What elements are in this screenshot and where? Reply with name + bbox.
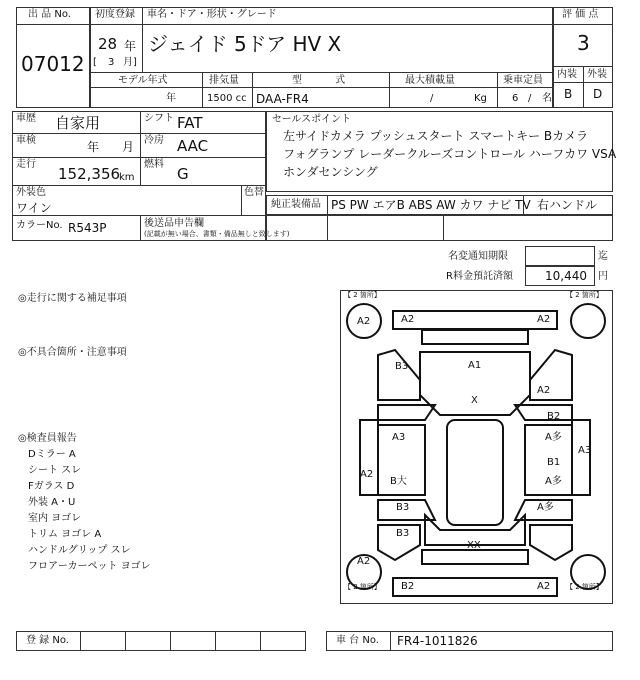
max-load-slash: / — [430, 93, 434, 104]
inspection-year: 年 — [87, 140, 100, 154]
max-load-label: 最大積載量 — [405, 75, 455, 86]
ac: AAC — [177, 137, 209, 155]
score-label: 評 価 点 — [562, 9, 599, 20]
mileage-unit: km — [119, 172, 135, 183]
handle-side: 右ハンドル — [537, 198, 598, 212]
hood-x: X — [471, 395, 478, 406]
qtr-rr: A多 — [537, 502, 554, 513]
qtr-rl-2: B3 — [396, 528, 410, 539]
displacement-label: 排気量 — [209, 75, 239, 86]
tire-front-left: A2 — [357, 316, 371, 327]
defects-label: ◎不具合箇所・注意事項 — [18, 347, 127, 358]
name-change-unit: 迄 — [598, 251, 608, 262]
inspector-line: ハンドルグリップ スレ — [28, 545, 131, 556]
sill-l: A2 — [360, 469, 374, 480]
rocker-r: A3 — [578, 445, 592, 456]
post-docs-label: 後送品申告欄 — [144, 218, 204, 229]
capacity-slash: / — [528, 93, 532, 104]
exterior-color-label: 外装色 — [16, 187, 46, 198]
car-name-label: 車名・ドア・形状・グレード — [147, 9, 277, 20]
name-change-label: 名変通知期限 — [448, 251, 508, 262]
max-load-unit: Kg — [474, 93, 487, 104]
reg-no-label: 登 録 No. — [26, 635, 69, 646]
exterior-color: ワイン — [16, 201, 52, 215]
inspector-line: フロアーカーペット ヨゴレ — [28, 561, 151, 572]
chassis-label: 車 台 No. — [336, 635, 379, 646]
door-fl: A3 — [392, 432, 406, 443]
month-value: 3 — [108, 57, 115, 68]
hood-a: A1 — [468, 360, 482, 371]
color-no: R543P — [68, 221, 107, 235]
door-rr-2: A多 — [545, 476, 562, 487]
fender-fl: B3 — [395, 361, 409, 372]
front-bumper-left: A2 — [401, 314, 415, 325]
capacity-unit: 名 — [542, 93, 552, 104]
fuel-label: 燃料 — [144, 159, 164, 170]
fee-value: 10,440 — [545, 269, 587, 283]
car-name: ジェイド 5ドア HV X — [148, 32, 342, 56]
first-reg-label: 初度登録 — [95, 9, 135, 20]
model-code: DAA-FR4 — [256, 92, 309, 106]
history: 自家用 — [55, 114, 101, 132]
bracket-top-left: 【 2 箇所】 — [344, 291, 381, 299]
year-value: 28 — [98, 35, 118, 53]
equipment-label: 純正装備品 — [271, 199, 321, 210]
sales-point-line: フォグランプ レーダークルーズコントロール ハーフカワ VSA — [283, 147, 617, 161]
front-bumper-right: A2 — [537, 314, 551, 325]
color-no-label: カラーNo. — [16, 220, 63, 231]
door-rl: B大 — [390, 476, 407, 487]
model-code-label: 型 式 — [292, 75, 346, 86]
shift-label: シフト — [144, 113, 174, 124]
interior-grade: B — [564, 87, 573, 101]
equipment-value: PS PW エアB ABS AW カワ ナビ TV — [331, 198, 531, 212]
qtr-rl-1: B3 — [396, 502, 410, 513]
tire-rear-left: A2 — [357, 556, 371, 567]
driving-notes-label: ◎走行に関する補足事項 — [18, 293, 127, 304]
lot-label: 出 品 No. — [28, 9, 71, 20]
exterior-label: 外装 — [587, 69, 607, 80]
displacement: 1500 cc — [207, 93, 247, 104]
door-fr-1: B2 — [547, 411, 561, 422]
history-label: 車歴 — [16, 113, 36, 124]
inspector-label: ◎検査員報告 — [18, 433, 77, 444]
sales-points-label: セールスポイント — [272, 114, 352, 125]
shift: FAT — [177, 114, 203, 132]
inspector-line: 室内 ヨゴレ — [28, 513, 82, 524]
inspection-label: 車検 — [16, 135, 36, 146]
bracket-bot-left: 【 2 箇所】 — [344, 583, 381, 591]
model-year-label: モデル年式 — [118, 75, 168, 86]
bracket-bot-right: 【 2 箇所】 — [566, 583, 603, 591]
capacity-value: 6 — [512, 93, 519, 104]
rear-bumper-left: B2 — [401, 581, 415, 592]
post-docs-note: (記載が無い場合、書類・備品無しと致します) — [144, 230, 290, 238]
model-year-unit: 年 — [166, 93, 176, 104]
capacity-label: 乗車定員 — [503, 75, 543, 86]
fuel: G — [177, 165, 189, 183]
lot-number: 07012 — [21, 52, 85, 76]
sales-point-line: 左サイドカメラ プッシュスタート スマートキー Bカメラ — [283, 129, 589, 143]
rear-bumper-right: A2 — [537, 581, 551, 592]
bracket-top-right: 【 2 箇所】 — [566, 291, 603, 299]
recolor-label: 色替 — [244, 187, 264, 198]
inspector-line: Fガラス D — [28, 481, 75, 492]
inspector-line: シート スレ — [28, 465, 82, 476]
exterior-grade: D — [593, 87, 603, 101]
chassis: FR4-1011826 — [397, 634, 478, 648]
door-fr-2: A多 — [545, 432, 562, 443]
mileage: 152,356 — [58, 165, 121, 183]
month-unit: 月] — [123, 57, 137, 68]
inspector-line: トリム ヨゴレ A — [28, 529, 102, 540]
score-value: 3 — [577, 31, 590, 55]
inspection-month: 月 — [122, 140, 135, 154]
fee-unit: 円 — [598, 271, 608, 282]
month-open: [ — [93, 57, 97, 68]
fender-fr: A2 — [537, 385, 551, 396]
sales-point-line: ホンダセンシング — [283, 165, 378, 179]
year-unit: 年 — [124, 39, 137, 53]
inspector-line: 外装 A・U — [28, 497, 76, 508]
ac-label: 冷房 — [144, 135, 164, 146]
fee-label: R料金預託済額 — [446, 271, 513, 282]
inspector-line: Dミラー A — [28, 449, 76, 460]
trunk: XX — [467, 540, 481, 551]
interior-label: 内装 — [557, 69, 577, 80]
door-rr-1: B1 — [547, 457, 561, 468]
mileage-label: 走行 — [16, 159, 36, 170]
